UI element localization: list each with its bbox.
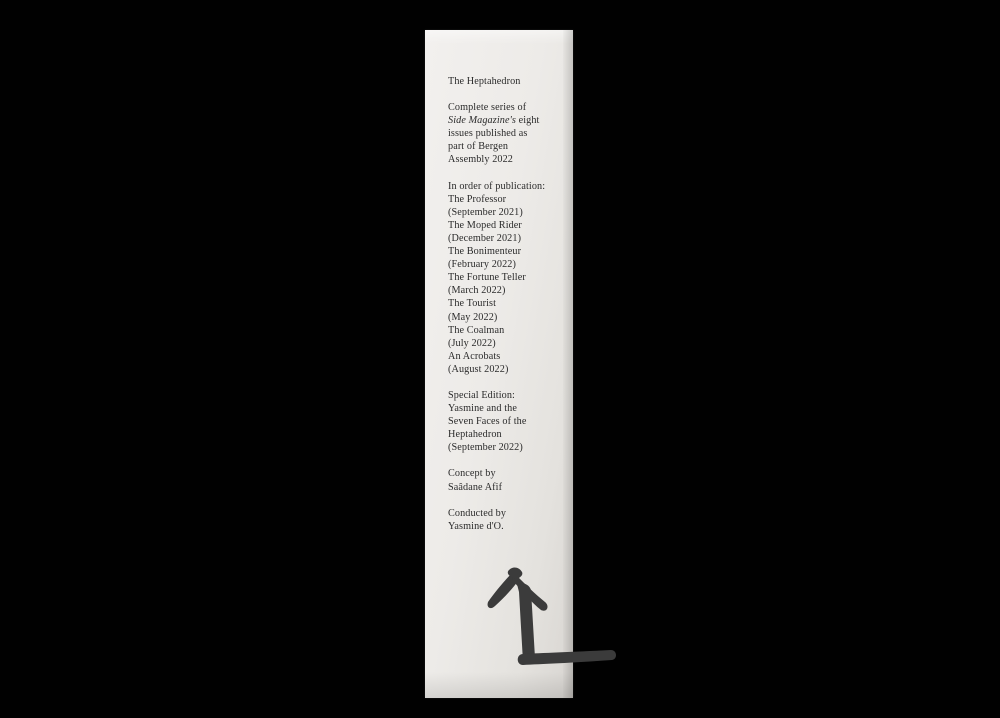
conducted-credit bbox=[448, 507, 554, 533]
special-edition-block bbox=[448, 389, 554, 454]
intro-line-4: part of Bergen bbox=[448, 141, 509, 153]
list-item bbox=[448, 324, 554, 350]
intro-line-3: issues published as bbox=[448, 128, 528, 140]
issue-date: (September 2021) bbox=[448, 206, 523, 218]
issue-name: The Moped Rider bbox=[448, 219, 522, 231]
list-item bbox=[448, 219, 554, 245]
issue-date: (July 2022) bbox=[448, 337, 496, 349]
concept-label: Concept by bbox=[448, 468, 496, 480]
intro-paragraph bbox=[448, 101, 554, 166]
issue-name: The Fortune Teller bbox=[448, 272, 526, 284]
list-item bbox=[448, 193, 554, 219]
issue-date: (August 2022) bbox=[448, 363, 509, 375]
list-item bbox=[448, 350, 554, 376]
special-edition-line-3: Heptahedron bbox=[448, 429, 502, 441]
box-bottom-shadow bbox=[425, 672, 573, 698]
box-top-highlight bbox=[425, 30, 573, 44]
publication-list bbox=[448, 180, 554, 376]
publication-heading: In order of publication: bbox=[448, 180, 546, 192]
special-edition-line-1: Yasmine and the bbox=[448, 403, 517, 415]
list-item bbox=[448, 297, 554, 323]
special-edition-heading: Special Edition: bbox=[448, 389, 515, 401]
special-edition-line-4: (September 2022) bbox=[448, 442, 523, 454]
magazine-title-italic: Side Magazine's bbox=[448, 115, 516, 127]
list-item bbox=[448, 271, 554, 297]
card-title: The Heptahedron bbox=[448, 76, 521, 87]
issue-name: The Professor bbox=[448, 193, 507, 205]
concept-name: Saâdane Afif bbox=[448, 481, 503, 493]
issue-date: (March 2022) bbox=[448, 285, 506, 297]
list-item bbox=[448, 245, 554, 271]
issue-date: (May 2022) bbox=[448, 311, 498, 323]
conducted-label: Conducted by bbox=[448, 507, 507, 519]
issue-name: The Coalman bbox=[448, 324, 505, 336]
intro-line-1: Complete series of bbox=[448, 102, 527, 114]
conducted-name: Yasmine d'O. bbox=[448, 520, 504, 532]
special-edition-line-2: Seven Faces of the bbox=[448, 416, 527, 428]
concept-credit bbox=[448, 467, 554, 493]
issue-date: (February 2022) bbox=[448, 259, 516, 271]
printed-text-block bbox=[448, 75, 554, 533]
intro-line-2: Side Magazine's eight bbox=[448, 115, 540, 127]
issue-name: The Bonimenteur bbox=[448, 246, 522, 258]
printed-box-object bbox=[425, 30, 573, 698]
hand-drawn-arrow-icon bbox=[461, 540, 621, 685]
box-right-edge-shadow bbox=[563, 30, 573, 698]
issue-name: The Tourist bbox=[448, 298, 497, 310]
issue-date: (December 2021) bbox=[448, 232, 522, 244]
intro-line-5: Assembly 2022 bbox=[448, 154, 513, 166]
issue-name: An Acrobats bbox=[448, 350, 501, 362]
